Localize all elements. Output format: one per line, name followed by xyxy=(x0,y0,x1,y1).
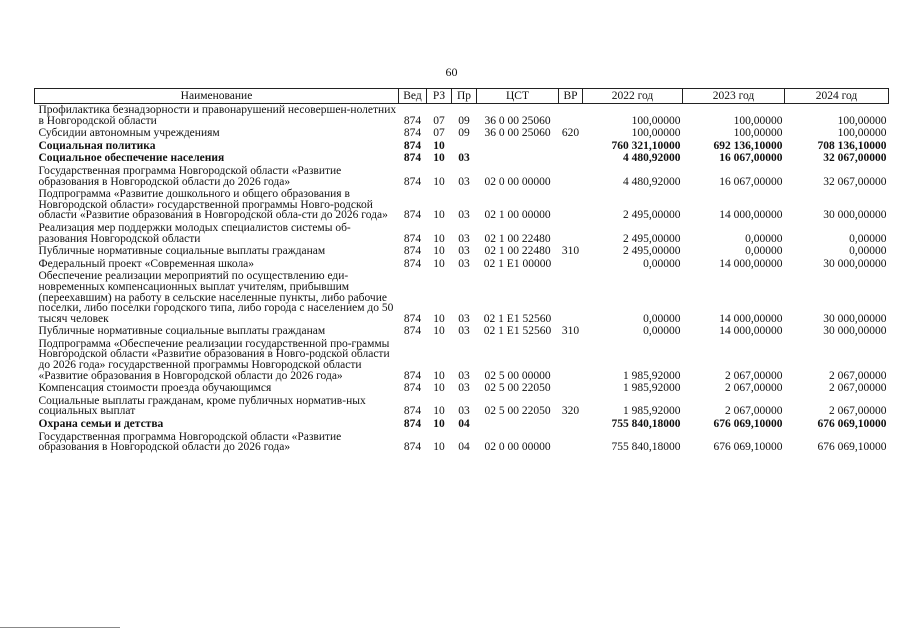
table-row xyxy=(35,245,889,258)
table-row xyxy=(35,431,889,454)
table-row xyxy=(35,222,889,245)
row-amount-2024: 0,00000 xyxy=(849,245,887,258)
row-name: Субсидии автономным учреждениям xyxy=(38,127,220,140)
row-amount-2023: 0,00000 xyxy=(745,245,783,258)
row-amount-2024: 0,00000 xyxy=(849,232,887,245)
row-cst: 02 1 00 22480 xyxy=(484,232,551,245)
table-row xyxy=(35,395,889,418)
row-name: Публичные нормативные социальные выплаты гражданам xyxy=(38,325,326,338)
row-pr: 03 xyxy=(458,382,470,395)
row-pr: 04 xyxy=(458,418,470,431)
row-cst: 02 1 E1 52560 xyxy=(483,312,552,325)
row-name: Обеспечение реализации мероприятий по осуществлению еди-новременных компенсационных выплат учителям, прибывшим (переехавшим) на работу в сельские населенные пункты, либо рабочие поселки, либо поселки городского типа, либо города с населением до 50 тысяч человек xyxy=(38,270,394,325)
header-2024: 2024 год xyxy=(785,89,889,104)
row-amount-2024: 676 069,10000 xyxy=(817,441,887,454)
header-vr: ВР xyxy=(559,89,583,104)
row-vr xyxy=(559,418,583,431)
row-name: Охрана семьи и детства xyxy=(38,418,164,431)
header-ved: Вед xyxy=(399,89,427,104)
footer-divider xyxy=(0,627,120,628)
row-rz: 10 xyxy=(433,369,445,382)
row-cst: 36 0 00 25060 xyxy=(484,114,551,127)
row-cst: 02 1 E1 52560 xyxy=(483,325,552,338)
row-amount-2022: 760 321,10000 xyxy=(611,139,681,152)
row-amount-2022: 0,00000 xyxy=(643,312,681,325)
row-rz: 10 xyxy=(433,418,445,431)
row-cst: 02 5 00 00000 xyxy=(484,369,551,382)
row-amount-2022: 100,00000 xyxy=(631,114,681,127)
row-ved: 874 xyxy=(403,114,422,127)
row-amount-2023: 100,00000 xyxy=(733,114,783,127)
row-amount-2024: 2 067,00000 xyxy=(829,369,887,382)
row-name: Федеральный проект «Современная школа» xyxy=(38,257,255,270)
row-cst xyxy=(477,418,559,431)
row-rz: 10 xyxy=(433,175,445,188)
row-name: Социальная политика xyxy=(38,139,156,152)
table-row xyxy=(35,127,889,140)
row-name: Профилактика безнадзорности и правонарушений несовершен-нолетних в Новгородской области xyxy=(38,104,397,127)
row-rz: 10 xyxy=(433,312,445,325)
row-amount-2023: 16 067,00000 xyxy=(719,175,783,188)
row-amount-2024: 30 000,00000 xyxy=(823,325,887,338)
row-amount-2022: 2 495,00000 xyxy=(623,209,681,222)
row-vr xyxy=(559,104,583,128)
row-name: Социальные выплаты гражданам, кроме публичных норматив-ных социальных выплат xyxy=(38,394,366,418)
row-ved: 874 xyxy=(403,405,422,418)
header-cst: ЦСТ xyxy=(477,89,559,104)
table-row xyxy=(35,104,889,128)
row-vr: 310 xyxy=(561,245,580,258)
row-amount-2022: 4 480,92000 xyxy=(623,152,681,165)
row-amount-2023: 2 067,00000 xyxy=(725,405,783,418)
row-cst: 02 1 00 22480 xyxy=(484,245,551,258)
row-ved: 874 xyxy=(403,257,422,270)
row-pr xyxy=(452,140,477,153)
row-amount-2022: 1 985,92000 xyxy=(623,382,681,395)
row-ved: 874 xyxy=(403,441,422,454)
row-amount-2022: 1 985,92000 xyxy=(623,405,681,418)
row-rz: 10 xyxy=(433,441,445,454)
row-pr: 03 xyxy=(458,175,470,188)
row-name: Социальное обеспечение населения xyxy=(38,152,225,165)
row-name: Подпрограмма «Развитие дошкольного и общего образования в Новгородской области» государственной программы Новго-родской области «Развитие образования в Новгородской обла-сти до 2026 года» xyxy=(38,188,388,222)
row-rz: 10 xyxy=(433,325,445,338)
row-amount-2023: 692 136,10000 xyxy=(713,139,783,152)
row-amount-2022: 1 985,92000 xyxy=(623,369,681,382)
row-amount-2024: 2 067,00000 xyxy=(829,405,887,418)
row-pr: 03 xyxy=(458,257,470,270)
row-rz: 10 xyxy=(433,257,445,270)
table-row xyxy=(35,152,889,165)
row-amount-2024: 32 067,00000 xyxy=(823,152,887,165)
row-amount-2023: 676 069,10000 xyxy=(713,418,783,431)
row-pr: 09 xyxy=(458,114,470,127)
row-amount-2023: 2 067,00000 xyxy=(725,369,783,382)
row-cst: 02 1 00 00000 xyxy=(484,209,551,222)
row-ved: 874 xyxy=(403,139,422,152)
row-ved: 874 xyxy=(403,152,422,165)
row-ved: 874 xyxy=(403,245,422,258)
row-amount-2024: 2 067,00000 xyxy=(829,382,887,395)
row-name: Подпрограмма «Обеспечение реализации государственной про-граммы Новгородской области «Развитие образования в Новго-родской области до 2026 года» государственной программы Новгородской области «Развитие образования в Новгородской области до 2026 года» xyxy=(38,337,390,382)
header-pr: Пр xyxy=(452,89,477,104)
row-ved: 874 xyxy=(403,175,422,188)
row-cst: 36 0 00 25060 xyxy=(484,127,551,140)
row-pr: 03 xyxy=(458,232,470,245)
row-amount-2023: 100,00000 xyxy=(733,127,783,140)
row-ved: 874 xyxy=(403,325,422,338)
row-pr: 03 xyxy=(458,245,470,258)
row-amount-2024: 676 069,10000 xyxy=(817,418,887,431)
table-body xyxy=(35,104,889,454)
row-cst xyxy=(477,140,559,153)
row-pr: 03 xyxy=(458,152,470,165)
header-2023: 2023 год xyxy=(683,89,785,104)
table-row xyxy=(35,140,889,153)
row-name: Компенсация стоимости проезда обучающимся xyxy=(38,382,272,395)
row-name: Реализация мер поддержки молодых специалистов системы об-разования Новгородской области xyxy=(38,221,351,245)
row-vr xyxy=(559,165,583,188)
table-row xyxy=(35,258,889,271)
row-ved: 874 xyxy=(403,382,422,395)
row-vr: 620 xyxy=(561,127,580,140)
row-ved: 874 xyxy=(403,369,422,382)
row-amount-2022: 0,00000 xyxy=(643,257,681,270)
row-vr: 320 xyxy=(561,405,580,418)
row-ved: 874 xyxy=(403,209,422,222)
row-amount-2022: 2 495,00000 xyxy=(623,245,681,258)
row-amount-2022: 100,00000 xyxy=(631,127,681,140)
row-pr: 03 xyxy=(458,312,470,325)
row-rz: 10 xyxy=(433,209,445,222)
row-amount-2024: 30 000,00000 xyxy=(823,257,887,270)
row-pr: 04 xyxy=(458,441,470,454)
row-amount-2023: 14 000,00000 xyxy=(719,312,783,325)
row-name: Государственная программа Новгородской области «Развитие образования в Новгородской области до 2026 года» xyxy=(38,430,342,454)
table-header-row xyxy=(35,89,889,104)
row-amount-2023: 2 067,00000 xyxy=(725,382,783,395)
row-pr: 03 xyxy=(458,369,470,382)
row-rz: 10 xyxy=(433,245,445,258)
row-amount-2023: 0,00000 xyxy=(745,232,783,245)
page-number: 60 xyxy=(445,65,458,79)
row-cst: 02 0 00 00000 xyxy=(484,175,551,188)
row-amount-2023: 676 069,10000 xyxy=(713,441,783,454)
row-amount-2023: 16 067,00000 xyxy=(719,152,783,165)
table-row xyxy=(35,338,889,382)
row-amount-2022: 755 840,18000 xyxy=(611,418,681,431)
table-row xyxy=(35,188,889,222)
row-vr xyxy=(559,188,583,222)
row-rz: 10 xyxy=(433,152,445,165)
table-row xyxy=(35,418,889,431)
row-amount-2024: 30 000,00000 xyxy=(823,209,887,222)
row-name: Публичные нормативные социальные выплаты гражданам xyxy=(38,245,326,258)
table-row xyxy=(35,382,889,395)
row-ved: 874 xyxy=(403,312,422,325)
row-rz: 07 xyxy=(433,114,445,127)
row-amount-2023: 14 000,00000 xyxy=(719,325,783,338)
row-amount-2023: 14 000,00000 xyxy=(719,209,783,222)
row-ved: 874 xyxy=(403,127,422,140)
row-cst: 02 5 00 22050 xyxy=(484,382,551,395)
table-row xyxy=(35,165,889,188)
table-row xyxy=(35,270,889,325)
row-amount-2022: 0,00000 xyxy=(643,325,681,338)
row-vr xyxy=(559,152,583,165)
row-vr xyxy=(559,222,583,245)
budget-table xyxy=(34,88,889,454)
row-cst: 02 0 00 00000 xyxy=(484,441,551,454)
header-2022: 2022 год xyxy=(583,89,683,104)
row-vr xyxy=(559,140,583,153)
row-pr: 09 xyxy=(458,127,470,140)
row-amount-2023: 14 000,00000 xyxy=(719,257,783,270)
row-amount-2022: 4 480,92000 xyxy=(623,175,681,188)
row-cst: 02 1 E1 00000 xyxy=(483,257,552,270)
row-vr xyxy=(559,338,583,382)
row-ved: 874 xyxy=(403,418,422,431)
row-rz: 10 xyxy=(433,232,445,245)
row-rz: 10 xyxy=(433,405,445,418)
row-vr xyxy=(559,382,583,395)
row-rz: 10 xyxy=(433,139,445,152)
row-cst: 02 5 00 22050 xyxy=(484,405,551,418)
row-pr: 03 xyxy=(458,405,470,418)
row-amount-2022: 755 840,18000 xyxy=(611,441,681,454)
row-rz: 10 xyxy=(433,382,445,395)
row-vr xyxy=(559,258,583,271)
row-vr xyxy=(559,270,583,325)
row-cst xyxy=(477,152,559,165)
row-amount-2024: 30 000,00000 xyxy=(823,312,887,325)
row-amount-2024: 100,00000 xyxy=(837,114,887,127)
row-amount-2022: 2 495,00000 xyxy=(623,232,681,245)
row-ved: 874 xyxy=(403,232,422,245)
row-amount-2024: 32 067,00000 xyxy=(823,175,887,188)
row-name: Государственная программа Новгородской области «Развитие образования в Новгородской области до 2026 года» xyxy=(38,164,342,188)
row-pr: 03 xyxy=(458,325,470,338)
row-rz: 07 xyxy=(433,127,445,140)
header-rz: РЗ xyxy=(427,89,452,104)
table-row xyxy=(35,325,889,338)
row-amount-2024: 708 136,10000 xyxy=(817,139,887,152)
row-pr: 03 xyxy=(458,209,470,222)
row-vr xyxy=(559,431,583,454)
header-name: Наименование xyxy=(35,89,399,104)
row-vr: 310 xyxy=(561,325,580,338)
row-amount-2024: 100,00000 xyxy=(837,127,887,140)
